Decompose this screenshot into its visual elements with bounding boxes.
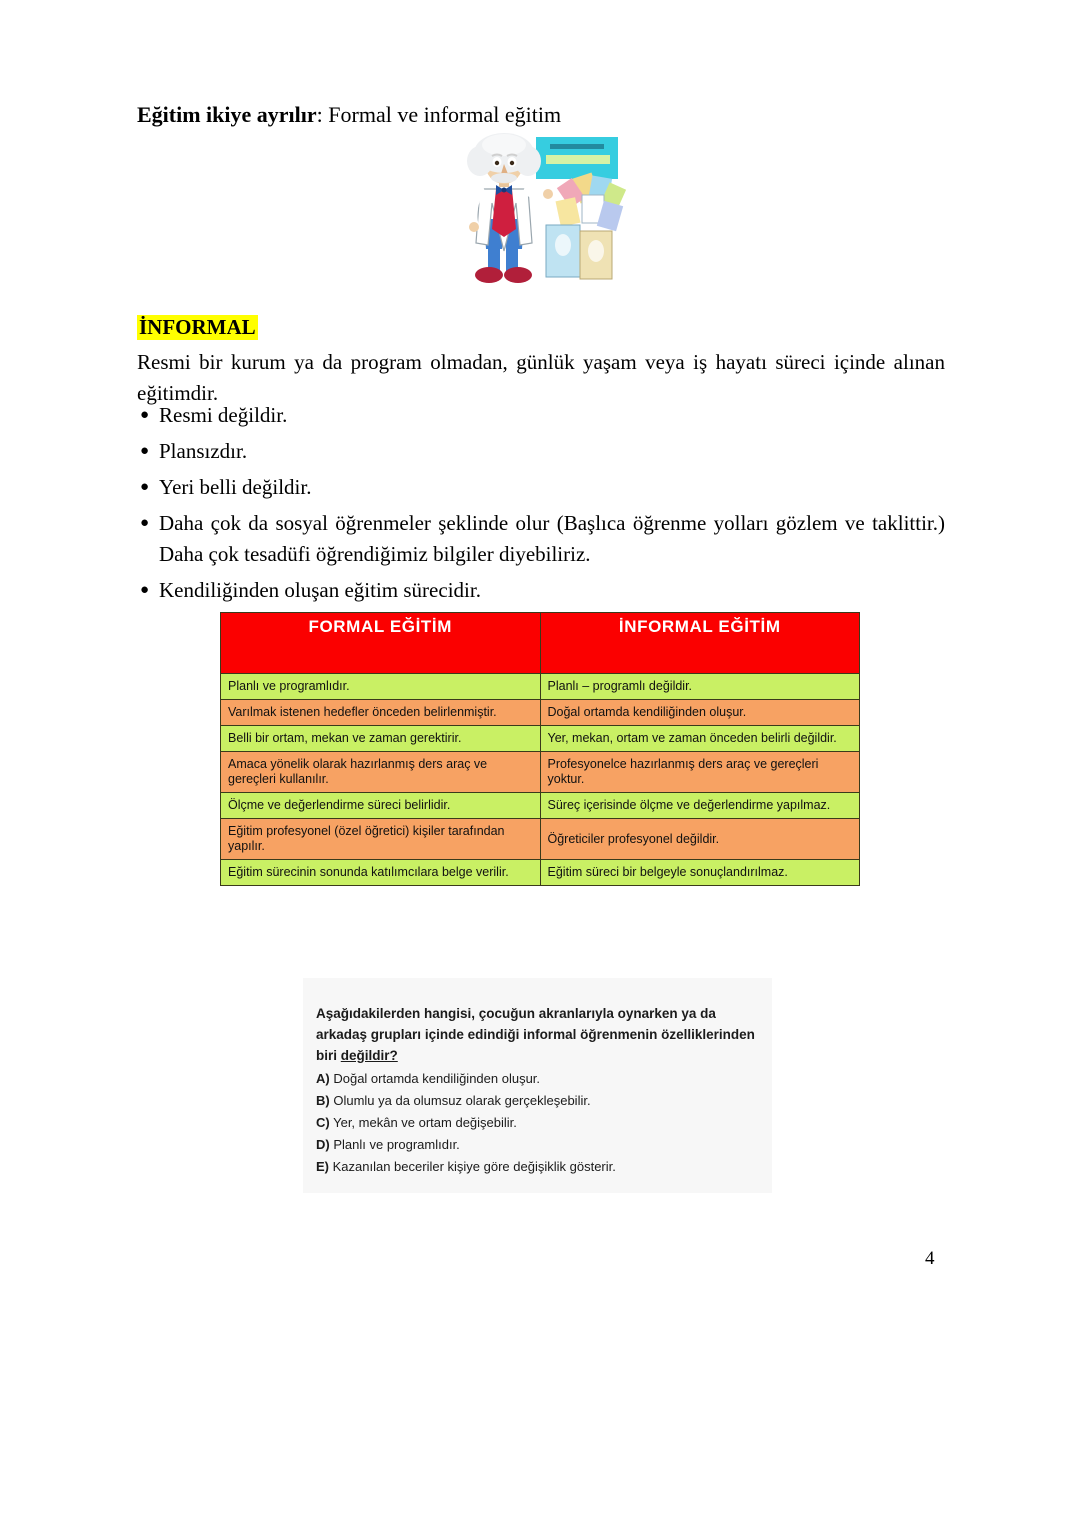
table-header-formal: FORMAL EĞİTİM (221, 613, 541, 674)
table-cell-formal: Belli bir ortam, mekan ve zaman gerektirir. (221, 726, 541, 752)
table-cell-formal: Planlı ve programlıdır. (221, 674, 541, 700)
option-b-text: Olumlu ya da olumsuz olarak gerçekleşebilir. (333, 1093, 591, 1108)
bullet-icon: ● (140, 443, 150, 459)
table-header-informal: İNFORMAL EĞİTİM (540, 613, 860, 674)
page-title-bold: Eğitim ikiye ayrılır (137, 102, 317, 127)
list-item (137, 436, 945, 467)
table-cell-formal: Eğitim sürecinin sonunda katılımcılara belge verilir. (221, 860, 541, 886)
table-cell-informal: Doğal ortamda kendiliğinden oluşur. (540, 700, 860, 726)
option-d-letter: D) (316, 1137, 330, 1152)
option-d (316, 1134, 763, 1156)
informal-section-heading: İNFORMAL (139, 315, 256, 339)
bullet-icon: ● (140, 479, 150, 495)
informal-bullet-list (137, 400, 945, 611)
list-item (137, 575, 945, 606)
option-c-text: Yer, mekân ve ortam değişebilir. (333, 1115, 517, 1130)
option-e-text: Kazanılan beceriler kişiye göre değişiklik gösterir. (332, 1159, 616, 1174)
option-e-letter: E) (316, 1159, 329, 1174)
option-b (316, 1090, 763, 1112)
table-cell-formal: Amaca yönelik olarak hazırlanmış ders araç ve gereçleri kullanılır. (221, 752, 541, 793)
table-cell-informal: Öğreticiler profesyonel değildir. (540, 819, 860, 860)
table-row (221, 819, 860, 860)
table-row (221, 674, 860, 700)
list-item-label: Daha çok da sosyal öğrenmeler şeklinde olur (Başlıca öğrenme yolları gözlem ve taklittir.) Daha çok tesadüfi öğrendiğimiz bilgiler diyebiliriz. (159, 511, 945, 566)
table-cell-informal: Planlı – programlı değildir. (540, 674, 860, 700)
option-a-text: Doğal ortamda kendiliğinden oluşur. (333, 1071, 541, 1086)
question-options (316, 1068, 763, 1178)
bullet-icon: ● (140, 582, 150, 598)
table-row (221, 860, 860, 886)
list-item (137, 508, 945, 570)
list-item-label: Yeri belli değildir. (159, 475, 312, 499)
option-c-letter: C) (316, 1115, 330, 1130)
question-stem-line2: içinde edindiği informal öğrenmenin özelliklerinden biri (316, 1027, 755, 1063)
table-header-row (221, 613, 860, 674)
option-b-letter: B) (316, 1093, 330, 1108)
table-cell-formal: Ölçme ve değerlendirme süreci belirlidir. (221, 793, 541, 819)
table-row (221, 793, 860, 819)
table-cell-informal: Yer, mekan, ortam ve zaman önceden belirli değildir. (540, 726, 860, 752)
question-stem-underlined: değildir? (340, 1048, 398, 1063)
list-item-label: Plansızdır. (159, 439, 248, 463)
question-stem-line1: Aşağıdakilerden hangisi, çocuğun akranlarıyla oynarken ya da arkadaş grupları (316, 1006, 716, 1042)
list-item-label: Resmi değildir. (159, 403, 288, 427)
list-item (137, 472, 945, 503)
list-item (137, 400, 945, 431)
table-row (221, 726, 860, 752)
option-d-text: Planlı ve programlıdır. (333, 1137, 460, 1152)
table-cell-formal: Varılmak istenen hedefler önceden belirlenmiştir. (221, 700, 541, 726)
bullet-icon: ● (140, 515, 150, 531)
bullet-icon: ● (140, 407, 150, 423)
option-a (316, 1068, 763, 1090)
page-title (137, 100, 561, 130)
table-cell-informal: Profesyonelce hazırlanmış ders araç ve gereçleri yoktur. (540, 752, 860, 793)
list-item-label: Kendiliğinden oluşan eğitim sürecidir. (159, 578, 481, 602)
informal-paragraph: Resmi bir kurum ya da program olmadan, günlük yaşam veya iş hayatı süreci içinde alınan eğitimdir. (137, 350, 945, 405)
table-row (221, 700, 860, 726)
option-a-letter: A) (316, 1071, 330, 1086)
table-cell-informal: Süreç içerisinde ölçme ve değerlendirme yapılmaz. (540, 793, 860, 819)
formal-vs-informal-table (220, 612, 860, 886)
option-e (316, 1156, 763, 1178)
scientist-with-books-clipart (458, 133, 628, 293)
table-row (221, 752, 860, 793)
table-cell-formal: Eğitim profesyonel (özel öğretici) kişiler tarafından yapılır. (221, 819, 541, 860)
option-c (316, 1112, 763, 1134)
practice-question-box (303, 978, 772, 1193)
table-cell-informal: Eğitim süreci bir belgeyle sonuçlandırılmaz. (540, 860, 860, 886)
question-stem (316, 1003, 763, 1066)
page-number: 4 (925, 1248, 935, 1269)
page-title-rest: : Formal ve informal eğitim (316, 102, 562, 127)
